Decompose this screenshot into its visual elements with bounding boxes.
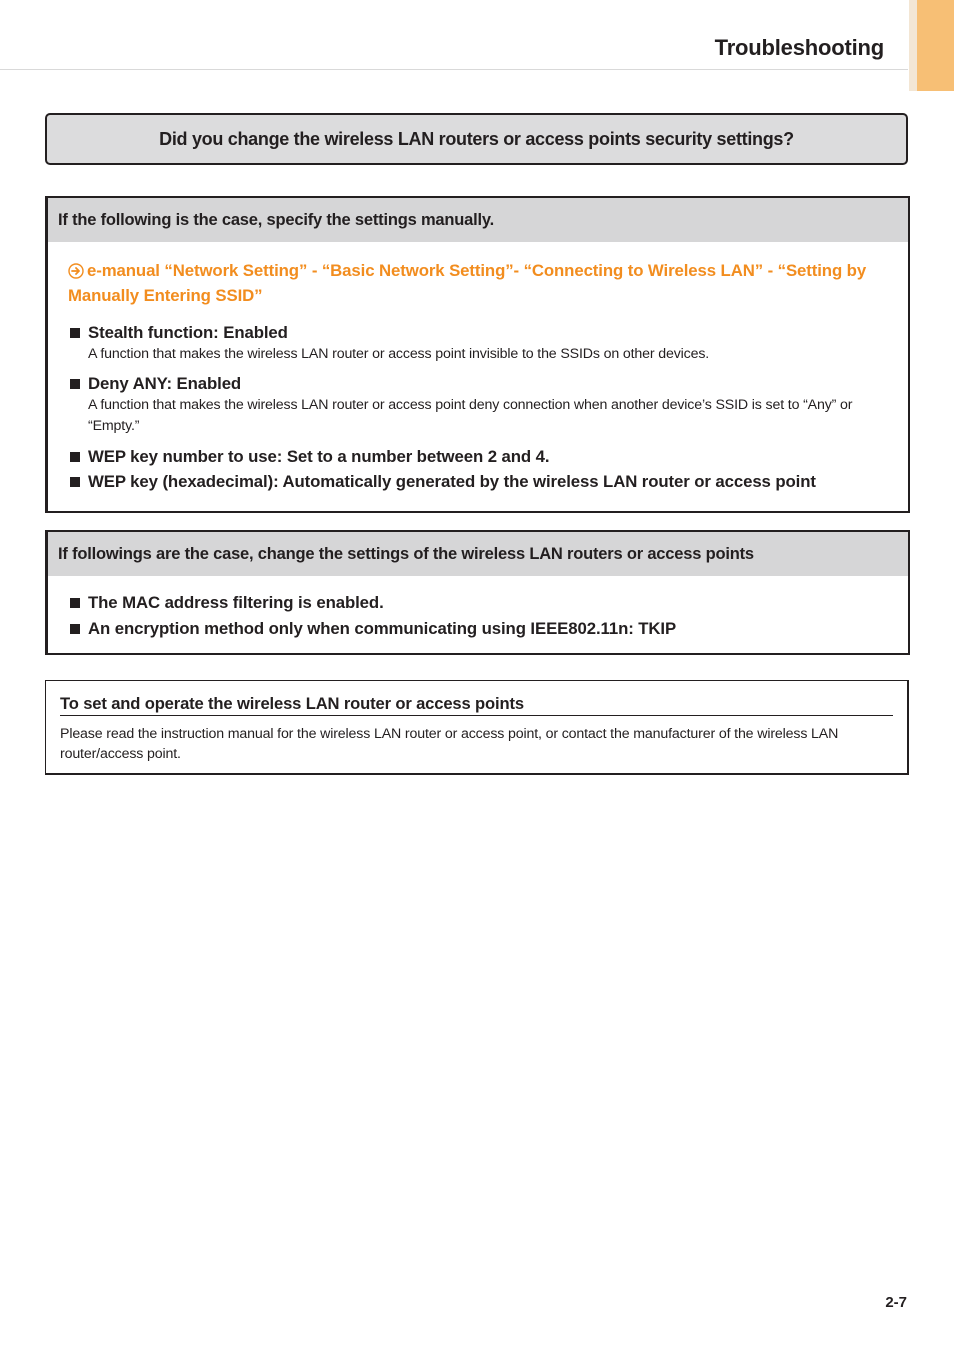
list-item-description: A function that makes the wireless LAN router or access point invisible to the SSIDs on other devices.: [88, 346, 710, 362]
change-settings-heading: If followings are the case, change the settings of the wireless LAN routers or access points: [48, 532, 908, 576]
list-item-label: Deny ANY: Enabled: [88, 374, 242, 393]
manual-settings-panel: [45, 196, 910, 513]
corner-tab-shade: [909, 0, 917, 91]
question-text: Did you change the wireless LAN routers or access points security settings?: [159, 128, 794, 149]
list-item-description: A function that makes the wireless LAN router or access point deny connection when another device’s SSID is set to “Any” or “Empty.”: [88, 397, 853, 434]
list-item-label: Stealth function: Enabled: [88, 323, 288, 342]
page-number: 2-7: [885, 1294, 907, 1311]
question-banner: [45, 113, 908, 165]
list-item-wep-key: [68, 471, 898, 493]
list-item-deny-any: [68, 373, 898, 437]
list-item-label: The MAC address filtering is enabled.: [88, 593, 384, 612]
list-item-label: An encryption method only when communicating using IEEE802.11n: TKIP: [88, 619, 677, 638]
note-body: Please read the instruction manual for the wireless LAN router or access point, or contact the manufacturer of the wireless LAN router/access point.: [60, 726, 839, 762]
router-operation-note: [45, 680, 909, 775]
square-bullet-icon: [70, 452, 80, 462]
manual-settings-heading: If the following is the case, specify the settings manually.: [48, 198, 908, 242]
list-item-wep-number: [68, 446, 898, 468]
square-bullet-icon: [70, 379, 80, 389]
list-item-stealth: [68, 322, 898, 365]
e-manual-reference-link[interactable]: [68, 258, 893, 308]
square-bullet-icon: [70, 328, 80, 338]
e-manual-reference-text[interactable]: e-manual “Network Setting” - “Basic Network Setting”- “Connecting to Wireless LAN” - “Setting by Manually Entering SSID”: [68, 261, 867, 305]
list-item-encryption: [68, 618, 898, 640]
note-title: To set and operate the wireless LAN router or access points: [60, 694, 893, 716]
arrow-circle-right-icon: [68, 263, 84, 279]
section-title: Troubleshooting: [714, 35, 884, 60]
list-item-mac-filter: [68, 592, 898, 614]
change-settings-panel: [45, 530, 910, 655]
square-bullet-icon: [70, 598, 80, 608]
square-bullet-icon: [70, 624, 80, 634]
header-divider: [0, 69, 908, 70]
list-item-label: WEP key number to use: Set to a number between 2 and 4.: [88, 447, 550, 466]
list-item-label: WEP key (hexadecimal): Automatically generated by the wireless LAN router or access point: [88, 472, 816, 491]
square-bullet-icon: [70, 477, 80, 487]
